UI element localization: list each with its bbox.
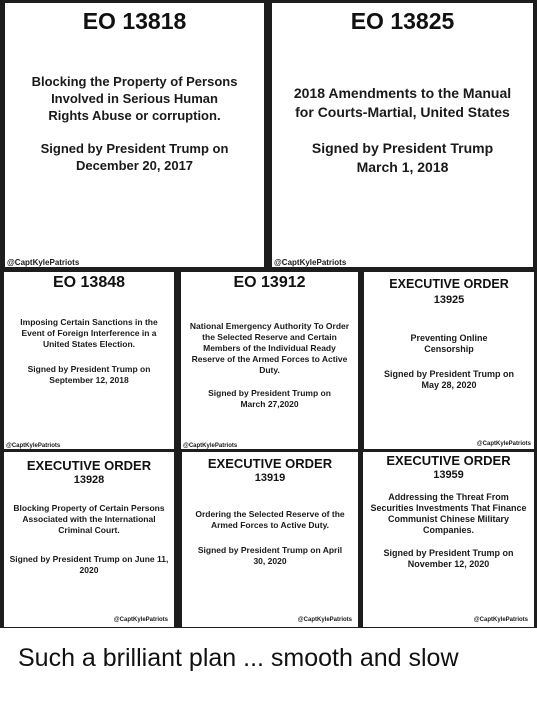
eo-signed-date: Signed by President Trump on April 30, 2020 <box>197 545 343 566</box>
eo-card-13928 <box>4 452 174 627</box>
eo-signed-date: Signed by President Trump on September 12, 2018 <box>27 364 151 385</box>
watermark-credit: @CaptKylePatriots <box>7 258 80 267</box>
watermark-credit: @CaptKylePatriots <box>274 258 347 267</box>
watermark-credit: @CaptKylePatriots <box>476 441 531 447</box>
eo-title: EO 13818 <box>82 8 187 34</box>
eo-description: Blocking the Property of Persons Involved in Serious Human Rights Abuse or corruption. <box>31 74 238 123</box>
eo-title: EO 13848 <box>52 274 126 291</box>
post-caption: Such a brilliant plan ... smooth and slow <box>18 644 459 672</box>
eo-number: 13928 <box>73 474 105 486</box>
eo-signed-date: Signed by President Trump on June 11, 2020 <box>9 554 169 575</box>
eo-card-13912 <box>181 272 358 449</box>
eo-signed-date: Signed by President Trump on December 20, 2017 <box>40 141 229 173</box>
eo-description: 2018 Amendments to the Manual for Courts-Martial, United States <box>293 85 512 120</box>
watermark-credit: @CaptKylePatriots <box>6 443 61 449</box>
eo-title: EO 13825 <box>350 8 455 34</box>
eo-title: EO 13912 <box>233 274 306 291</box>
eo-signed-date: Signed by President Trump on March 27,2020 <box>208 388 331 409</box>
eo-number: 13925 <box>433 294 465 306</box>
watermark-credit: @CaptKylePatriots <box>473 617 528 623</box>
eo-card-13919 <box>182 452 358 627</box>
eo-title: EXECUTIVE ORDER <box>207 456 333 471</box>
eo-title: EXECUTIVE ORDER <box>26 458 152 473</box>
eo-description: National Emergency Authority To Order the Selected Reserve and Certain Members of the Individual Ready Reserve of the Armed Forces to Active Duty. <box>189 321 350 375</box>
eo-title: EXECUTIVE ORDER <box>389 277 509 291</box>
eo-description: Ordering the Selected Reserve of the Armed Forces to Active Duty. <box>195 509 345 530</box>
eo-card-13925 <box>364 272 534 449</box>
eo-card-13959 <box>363 452 534 627</box>
eo-signed-date: Signed by President Trump March 1, 2018 <box>311 140 494 175</box>
eo-description: Imposing Certain Sanctions in the Event of Foreign Interference in a United States Election. <box>20 317 158 349</box>
eo-number: 13959 <box>433 469 464 481</box>
watermark-credit: @CaptKylePatriots <box>297 617 352 623</box>
eo-description: Blocking Property of Certain Persons Associated with the International Criminal Court. <box>13 503 165 535</box>
watermark-credit: @CaptKylePatriots <box>183 443 238 449</box>
eo-description: Addressing the Threat From Securities Investments That Finance Communist Chinese Military Companies. <box>370 492 527 535</box>
eo-number: 13919 <box>254 472 286 484</box>
eo-signed-date: Signed by President Trump on May 28, 2020 <box>383 369 515 390</box>
eo-description: Preventing Online Censorship <box>410 333 488 354</box>
eo-card-13848 <box>4 272 174 449</box>
eo-title: EXECUTIVE ORDER <box>386 453 511 468</box>
eo-signed-date: Signed by President Trump on November 12, 2020 <box>383 548 514 569</box>
eo-card-13818 <box>5 3 264 267</box>
eo-card-13825 <box>272 3 533 267</box>
watermark-credit: @CaptKylePatriots <box>113 617 168 623</box>
